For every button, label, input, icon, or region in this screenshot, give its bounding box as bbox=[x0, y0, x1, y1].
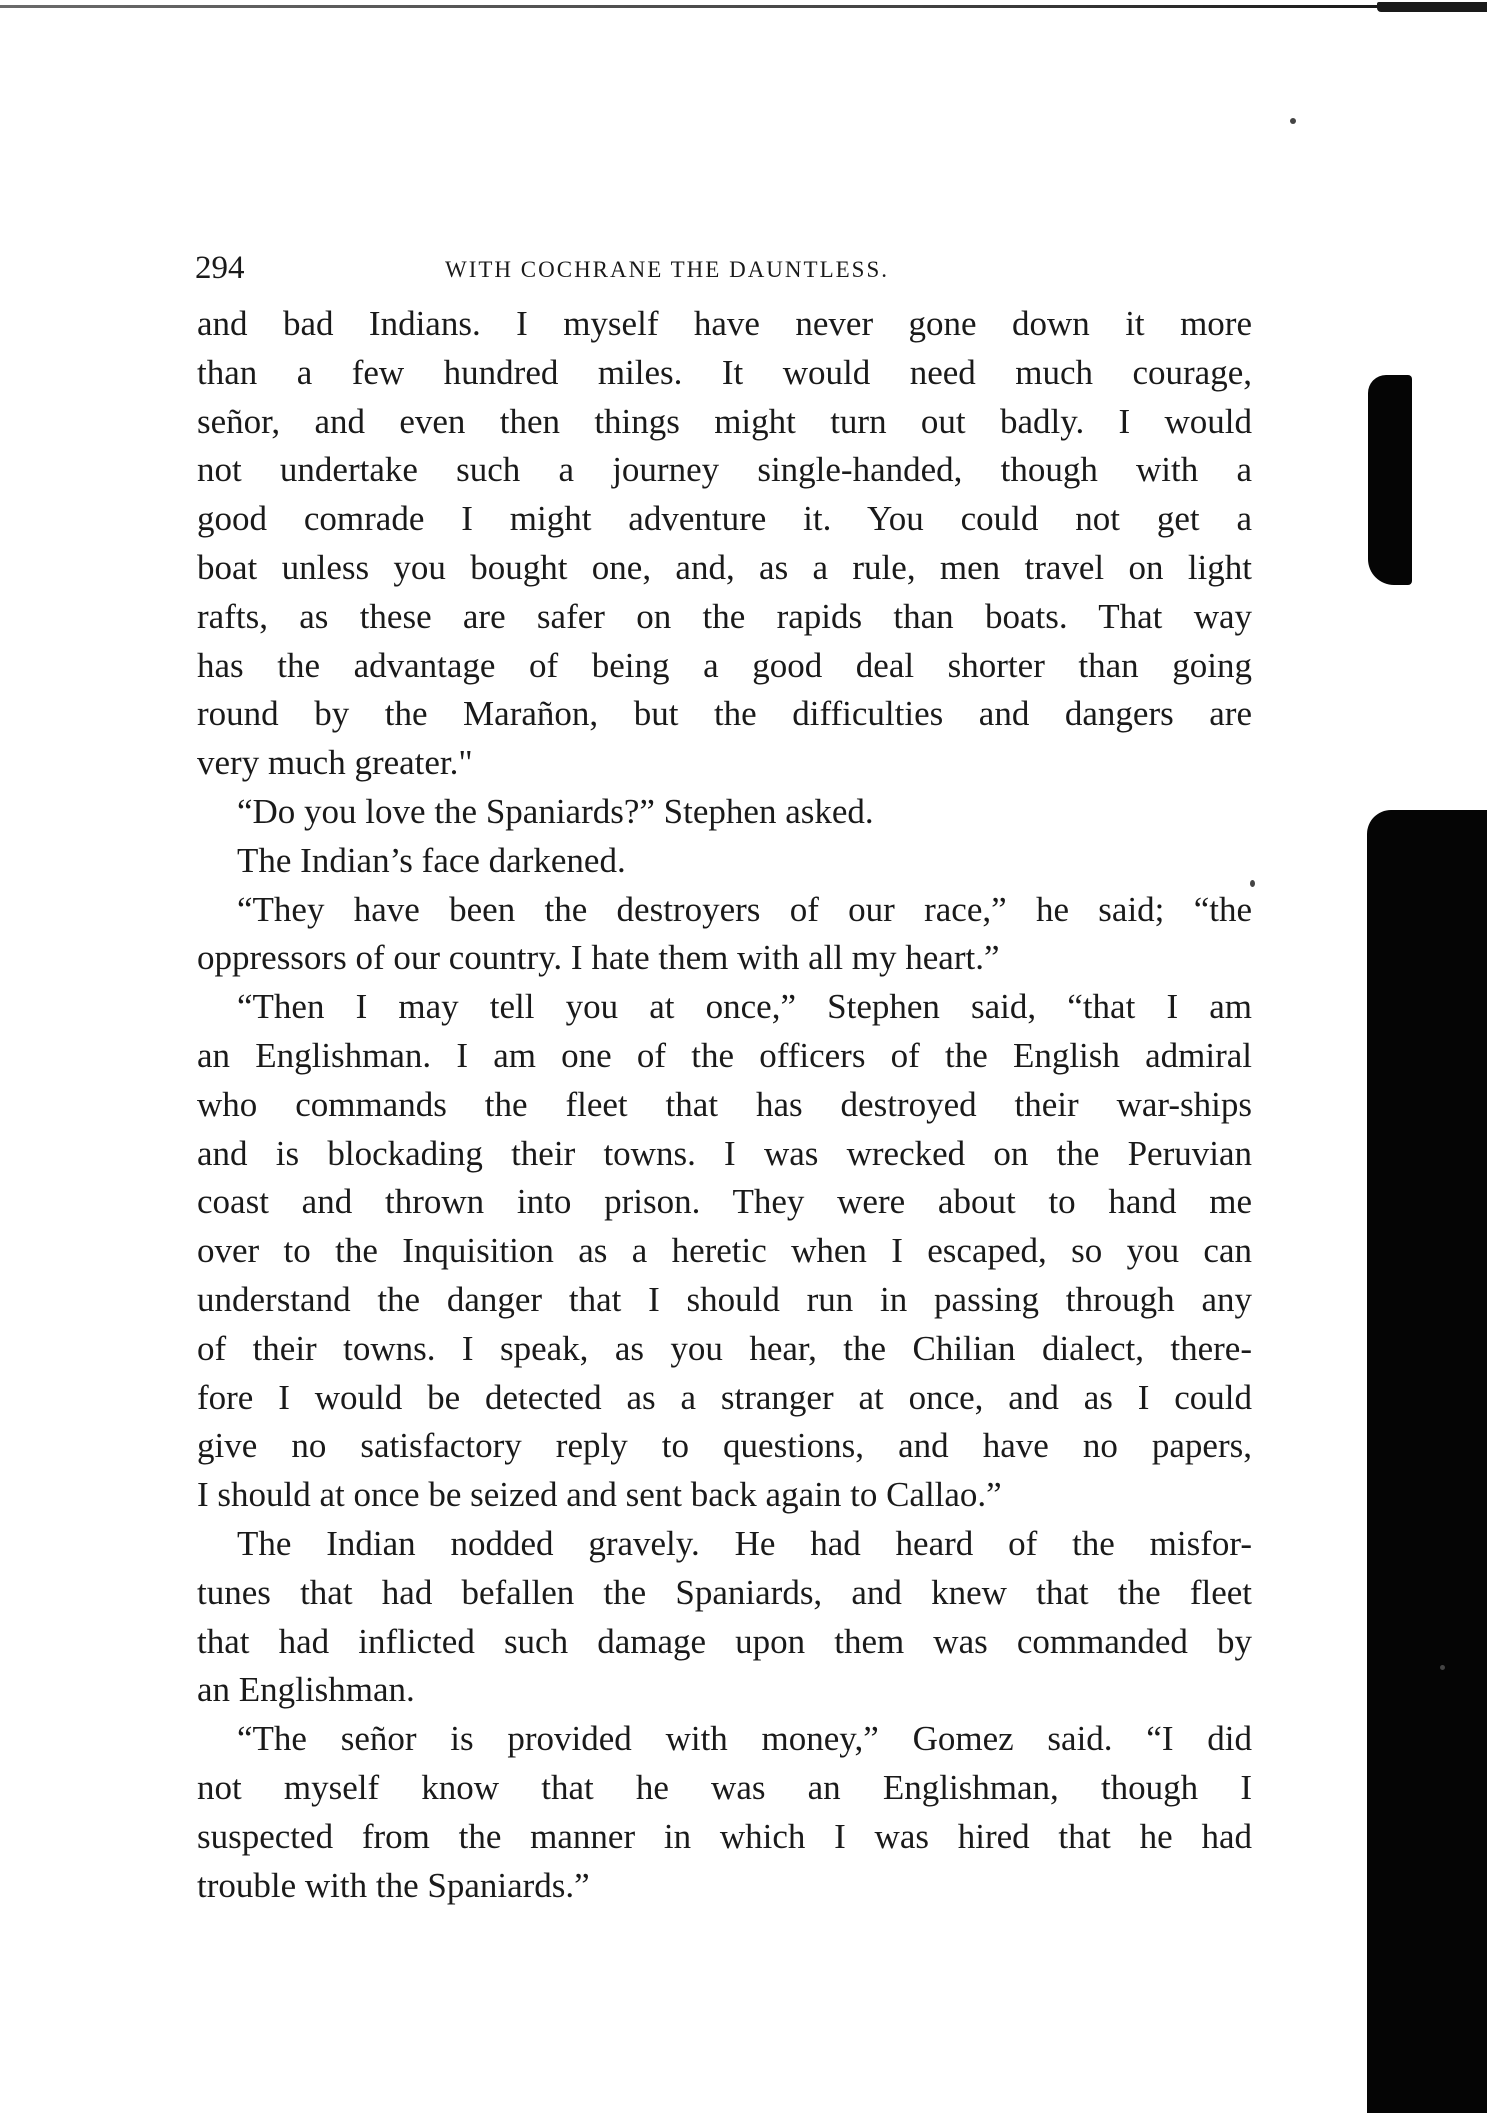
running-head: WITH COCHRANE THE DAUNTLESS. bbox=[445, 257, 890, 282]
top-border-smudge bbox=[1377, 2, 1487, 12]
text-line: very much greater." bbox=[197, 743, 473, 783]
text-line: who commands the fleet that has destroyed their war-ships bbox=[197, 1084, 1252, 1124]
text-line: suspected from the manner in which I was hired that he had bbox=[197, 1816, 1252, 1856]
text-line: not myself know that he was an Englishman, though I bbox=[197, 1767, 1252, 1807]
text-line: and is blockading their towns. I was wrecked on the Peruvian bbox=[197, 1133, 1252, 1173]
text-line: has the advantage of being a good deal shorter than going bbox=[197, 645, 1252, 685]
text-line: señor, and even then things might turn out badly. I would bbox=[197, 401, 1252, 441]
text-line: than a few hundred miles. It would need much courage, bbox=[197, 352, 1252, 392]
text-line: fore I would be detected as a stranger at once, and as I could bbox=[197, 1377, 1252, 1417]
text-line: give no satisfactory reply to questions, and have no papers, bbox=[197, 1426, 1252, 1466]
scan-edge-shadow-lower bbox=[1367, 810, 1487, 2113]
body-text bbox=[197, 300, 1252, 1910]
text-line: of their towns. I speak, as you hear, the Chilian dialect, there- bbox=[197, 1328, 1252, 1368]
text-line: I should at once be seized and sent back again to Callao.” bbox=[197, 1475, 1002, 1515]
text-line: not undertake such a journey single-handed, though with a bbox=[197, 450, 1252, 490]
text-line: understand the danger that I should run in passing through any bbox=[197, 1279, 1252, 1319]
text-line: rafts, as these are safer on the rapids than boats. That way bbox=[197, 596, 1252, 636]
text-line: that had inflicted such damage upon them was commanded by bbox=[197, 1621, 1252, 1661]
scan-speck bbox=[1440, 1665, 1445, 1670]
text-line: trouble with the Spaniards.” bbox=[197, 1865, 590, 1905]
text-line: “They have been the destroyers of our race,” he said; “the bbox=[237, 889, 1252, 929]
text-line: “The señor is provided with money,” Gomez said. “I did bbox=[237, 1719, 1252, 1759]
top-border-rule bbox=[0, 5, 1487, 8]
text-line: over to the Inquisition as a heretic when I escaped, so you can bbox=[197, 1231, 1252, 1271]
text-line: oppressors of our country. I hate them with all my heart.” bbox=[197, 938, 1000, 978]
text-line: boat unless you bought one, and, as a rule, men travel on light bbox=[197, 547, 1252, 587]
scan-speck bbox=[1290, 118, 1296, 124]
page-header bbox=[195, 243, 1250, 293]
text-line: good comrade I might adventure it. You could not get a bbox=[197, 499, 1252, 539]
text-line: tunes that had befallen the Spaniards, and knew that the fleet bbox=[197, 1572, 1252, 1612]
text-line: round by the Marañon, but the difficulties and dangers are bbox=[197, 694, 1252, 734]
page-number: 294 bbox=[195, 250, 245, 286]
text-line: an Englishman. bbox=[197, 1670, 415, 1710]
text-line: “Then I may tell you at once,” Stephen said, “that I am bbox=[237, 987, 1252, 1027]
scan-edge-shadow-upper bbox=[1368, 375, 1412, 585]
text-line: “Do you love the Spaniards?” Stephen asked. bbox=[237, 791, 874, 831]
text-line: The Indian nodded gravely. He had heard of the misfor- bbox=[237, 1523, 1252, 1563]
text-line: an Englishman. I am one of the officers of the English admiral bbox=[197, 1035, 1252, 1075]
text-line: and bad Indians. I myself have never gone down it more bbox=[197, 304, 1252, 343]
text-line: coast and thrown into prison. They were about to hand me bbox=[197, 1182, 1252, 1222]
text-line: The Indian’s face darkened. bbox=[237, 840, 626, 880]
scan-speck bbox=[1250, 880, 1255, 887]
